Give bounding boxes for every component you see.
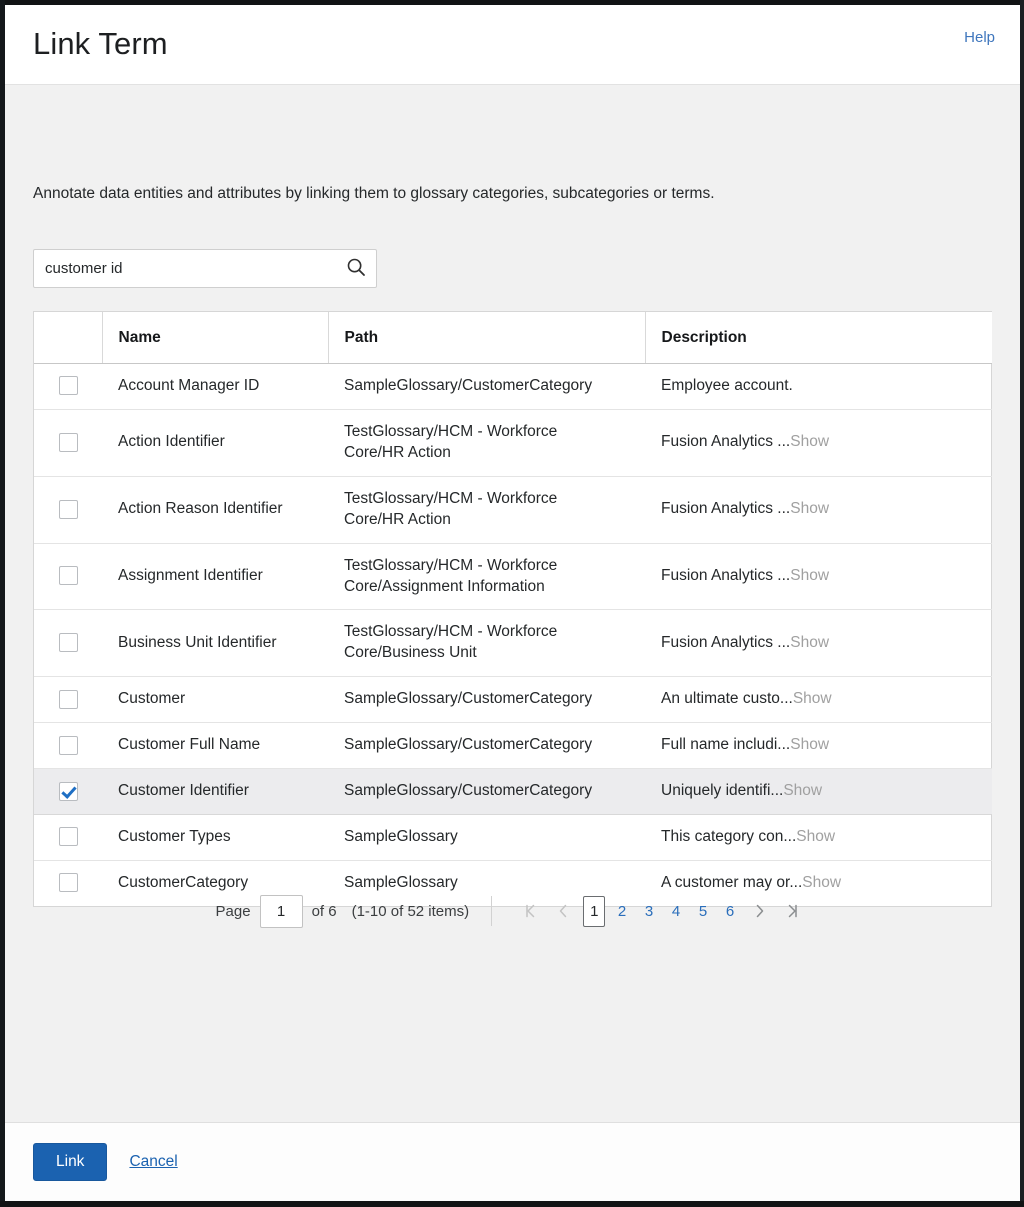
frame-edge-bottom <box>0 1201 1024 1207</box>
pagination-bar <box>33 891 992 931</box>
show-more-link[interactable]: Show <box>790 736 830 754</box>
pagination-controls <box>514 896 809 927</box>
description-text: Full name includi... <box>661 736 791 754</box>
previous-page-icon[interactable] <box>547 896 580 926</box>
show-more-link[interactable]: Show <box>790 500 830 518</box>
cell-name: Customer <box>102 677 328 723</box>
path-line: TestGlossary/HCM - Workforce <box>344 489 558 507</box>
description-text: A customer may or... <box>661 873 803 891</box>
row-checkbox-cell <box>34 476 102 543</box>
row-checkbox[interactable] <box>59 633 78 652</box>
cell-name: Customer Identifier <box>102 769 328 815</box>
row-checkbox[interactable] <box>59 873 78 892</box>
cell-description <box>645 364 992 410</box>
cell-name: Customer Full Name <box>102 723 328 769</box>
table-row[interactable] <box>34 409 992 476</box>
description-text: Fusion Analytics ... <box>661 567 791 585</box>
row-checkbox-cell <box>34 409 102 476</box>
table-body <box>34 364 992 906</box>
cell-description <box>645 677 992 723</box>
table-row[interactable] <box>34 610 992 677</box>
show-more-link[interactable]: Show <box>792 690 832 708</box>
cell-name: CustomerCategory <box>118 873 249 891</box>
page-title: Link Term <box>33 26 168 61</box>
cell-description <box>645 476 992 543</box>
row-checkbox[interactable] <box>59 566 78 585</box>
terms-table <box>34 312 992 906</box>
table-header-row <box>34 312 992 364</box>
terms-table-card <box>33 311 992 907</box>
description-text: Fusion Analytics ... <box>661 633 791 651</box>
path-line: Core/HR Action <box>344 510 451 528</box>
description-text: Fusion Analytics ... <box>661 500 791 518</box>
dialog-header <box>5 5 1020 85</box>
row-checkbox[interactable] <box>59 736 78 755</box>
show-more-link[interactable]: Show <box>802 873 842 891</box>
show-more-link[interactable]: Show <box>783 782 823 800</box>
page-number-2[interactable]: 2 <box>611 896 632 926</box>
row-checkbox-cell <box>34 769 102 815</box>
cell-name: Assignment Identifier <box>102 543 328 610</box>
column-header-description[interactable]: Description <box>645 312 992 364</box>
description-text: Fusion Analytics ... <box>661 433 791 451</box>
search-icon <box>346 257 366 280</box>
link-button[interactable]: Link <box>33 1143 107 1181</box>
search-input[interactable] <box>34 250 336 287</box>
column-header-select <box>34 312 102 364</box>
dialog-footer <box>5 1122 1020 1201</box>
cell-description <box>645 543 992 610</box>
intro-description: Annotate data entities and attributes by linking them to glossary categories, subcategories or terms. <box>33 185 715 202</box>
row-checkbox-cell <box>34 723 102 769</box>
row-checkbox-cell <box>34 677 102 723</box>
cell-path <box>328 677 645 723</box>
description-text: This category con... <box>661 828 797 846</box>
page-number-5[interactable]: 5 <box>692 896 713 926</box>
path-line: Core/Assignment Information <box>344 577 545 595</box>
cell-description <box>645 815 992 861</box>
row-checkbox[interactable] <box>59 376 78 395</box>
row-checkbox[interactable] <box>59 690 78 709</box>
page-number-1[interactable]: 1 <box>583 896 605 927</box>
link-term-dialog <box>5 5 1020 1201</box>
path-line: Core/HR Action <box>344 443 451 461</box>
description-text: An ultimate custo... <box>661 690 793 708</box>
cancel-button[interactable]: Cancel <box>129 1153 178 1170</box>
cell-path <box>328 723 645 769</box>
dialog-body <box>5 85 1020 1122</box>
page-range-label: (1-10 of 52 items) <box>351 902 470 920</box>
page-number-4[interactable]: 4 <box>665 896 686 926</box>
pagination-page-group <box>216 895 470 928</box>
cell-name: Customer Types <box>102 815 328 861</box>
path-line: TestGlossary/HCM - Workforce <box>344 422 558 440</box>
help-link[interactable]: Help <box>964 29 995 46</box>
show-more-link[interactable]: Show <box>790 633 830 651</box>
cell-path <box>328 476 645 543</box>
show-more-link[interactable]: Show <box>790 567 830 585</box>
page-label: Page <box>215 902 251 920</box>
cell-path <box>328 769 645 815</box>
path-line: TestGlossary/HCM - Workforce <box>344 623 558 641</box>
cell-path <box>328 543 645 610</box>
first-page-icon[interactable] <box>514 896 547 926</box>
table-row[interactable] <box>34 723 992 769</box>
cell-path <box>328 409 645 476</box>
path-line: Core/Business Unit <box>344 644 477 662</box>
cell-name: Business Unit Identifier <box>102 610 328 677</box>
page-number-list <box>580 896 743 927</box>
row-checkbox-cell <box>34 610 102 677</box>
show-more-link[interactable]: Show <box>796 828 836 846</box>
pagination-divider <box>491 896 492 926</box>
cell-description <box>645 409 992 476</box>
table-row[interactable] <box>34 769 992 815</box>
column-header-name[interactable]: Name <box>102 312 328 364</box>
page-total-label: of 6 <box>311 902 337 920</box>
path-line: SampleGlossary <box>344 873 458 891</box>
cell-description <box>645 610 992 677</box>
row-checkbox[interactable] <box>59 782 78 801</box>
table-row[interactable] <box>34 677 992 723</box>
description-text: Uniquely identifi... <box>661 782 784 800</box>
next-page-icon[interactable] <box>743 896 776 926</box>
table-row[interactable] <box>34 543 992 610</box>
cell-name: Account Manager ID <box>102 364 328 410</box>
column-header-path[interactable]: Path <box>328 312 645 364</box>
cell-name: Action Identifier <box>102 409 328 476</box>
row-checkbox-cell <box>34 543 102 610</box>
row-checkbox[interactable] <box>59 433 78 452</box>
frame-edge-right <box>1020 0 1024 1207</box>
path-line: SampleGlossary/CustomerCategory <box>344 690 593 708</box>
cell-path <box>328 610 645 677</box>
row-checkbox-cell <box>34 364 102 410</box>
row-checkbox-cell <box>34 815 102 861</box>
path-line: SampleGlossary/CustomerCategory <box>344 782 593 800</box>
table-row[interactable] <box>34 815 992 861</box>
search-button[interactable] <box>336 250 376 287</box>
path-line: SampleGlossary/CustomerCategory <box>344 736 593 754</box>
cell-path <box>328 815 645 861</box>
cell-description <box>645 769 992 815</box>
cell-path <box>328 364 645 410</box>
show-more-link[interactable]: Show <box>790 433 830 451</box>
row-checkbox[interactable] <box>59 827 78 846</box>
page-number-input[interactable] <box>260 895 303 928</box>
last-page-icon[interactable] <box>776 896 809 926</box>
table-row[interactable] <box>34 364 992 410</box>
table-header <box>34 312 992 364</box>
cell-description <box>645 723 992 769</box>
page-number-6[interactable]: 6 <box>719 896 740 926</box>
cell-name: Action Reason Identifier <box>102 476 328 543</box>
path-line: TestGlossary/HCM - Workforce <box>344 556 558 574</box>
page-number-3[interactable]: 3 <box>638 896 659 926</box>
search-box <box>33 249 377 288</box>
path-line: SampleGlossary <box>344 828 458 846</box>
row-checkbox[interactable] <box>59 500 78 519</box>
path-line: SampleGlossary/CustomerCategory <box>344 377 593 394</box>
description-text: Employee account. <box>661 377 793 394</box>
table-row[interactable] <box>34 476 992 543</box>
